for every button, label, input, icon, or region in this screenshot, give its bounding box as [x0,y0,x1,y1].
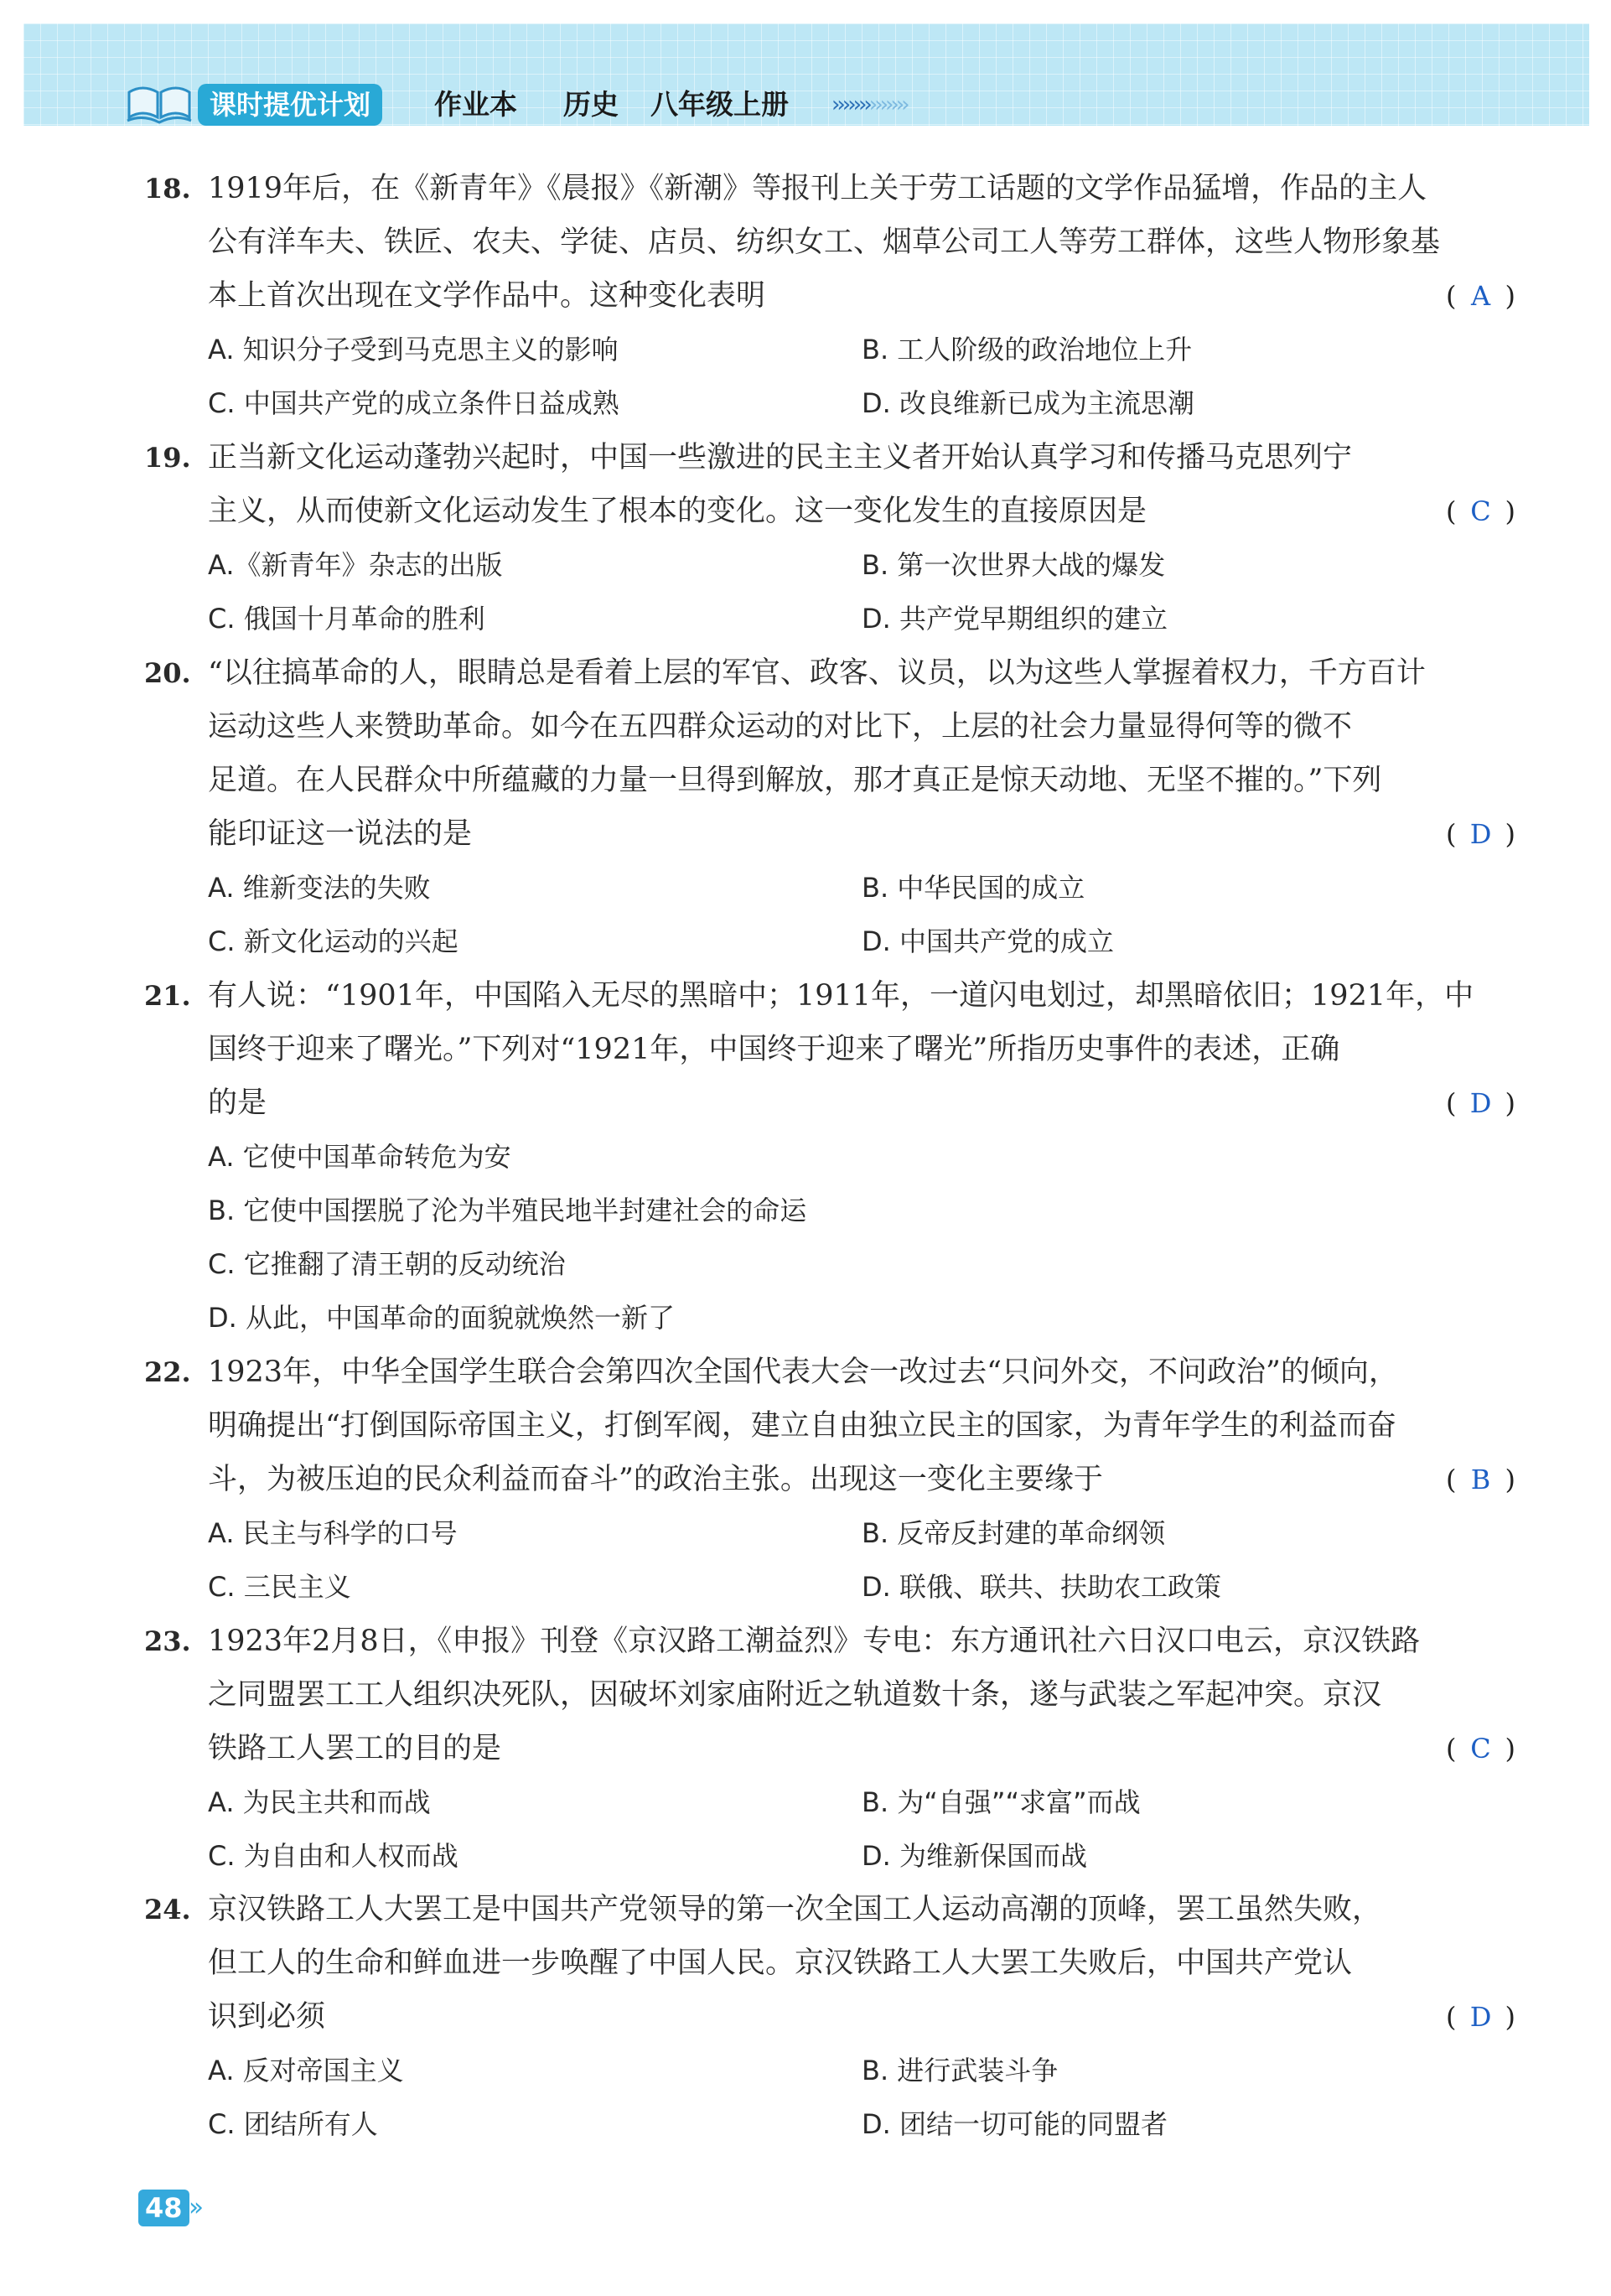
answer-letter: C [1470,1733,1491,1765]
option-c: C. 团结所有人 [208,2108,378,2140]
stem-line: 有人说：“1901年，中国陷入无尽的黑暗中；1911年，一道闪电划过，却黑暗依旧；1921年，中 [208,979,1474,1013]
option-b: B. 工人阶级的政治地位上升 [862,334,1193,365]
option-c: C. 三民主义 [208,1571,351,1603]
answer-letter: C [1470,495,1491,527]
stem-line: 但工人的生命和鲜血进一步唤醒了中国人民。京汉铁路工人大罢工失败后，中国共产党认 [208,1946,1353,1980]
grade: 八年级上册 [650,88,789,121]
option-a: A. 它使中国革命转危为安 [208,1141,511,1173]
option-a: A.《新青年》杂志的出版 [208,549,503,581]
stem-line [208,807,1515,861]
option-c: C. 新文化运动的兴起 [208,925,458,957]
option-a: A. 维新变法的失败 [208,872,431,904]
stem-line [208,1722,1515,1775]
stem-text: 铁路工人罢工的目的是 [208,1732,502,1765]
stem-text: 斗，为被压迫的民众利益而奋斗”的政治主张。出现这一变化主要缘于 [208,1463,1103,1496]
question-24 [144,1883,1519,2151]
answer-letter: D [1469,818,1492,850]
option-c: C. 为自由和人权而战 [208,1840,458,1872]
question-21 [144,969,1519,1345]
stem-line: 运动这些人来赞助革命。如今在五四群众运动的对比下，上层的社会力量显得何等的微不 [208,710,1353,744]
question-number: 24. [144,1894,191,1925]
subject: 历史 [563,88,619,121]
stem-line [208,269,1515,323]
stem-line: 明确提出“打倒国际帝国主义，打倒军阀，建立自由独立民主的国家，为青年学生的利益而奋 [208,1409,1396,1443]
question-22 [144,1345,1519,1614]
question-number: 23. [144,1625,191,1657]
question-number: 20. [144,657,191,689]
book-icon [126,84,193,126]
stem-text: 的是 [208,1086,267,1120]
stem-text: 识到必须 [208,2000,326,2034]
option-d: D. 改良维新已成为主流思潮 [862,387,1194,419]
option-c: C. 它推翻了清王朝的反动统治 [208,1248,566,1280]
answer-bracket: ( B ) [1446,1453,1515,1506]
question-number: 22. [144,1356,191,1388]
stem-text: 能印证这一说法的是 [208,817,473,851]
option-a: A. 为民主共和而战 [208,1786,431,1818]
stem-line: 1923年，中华全国学生联合会第四次全国代表大会一改过去“只问外交，不问政治”的倾向， [208,1355,1398,1389]
question-number: 21. [144,980,191,1012]
answer-bracket: ( D ) [1446,807,1515,861]
answer-letter: D [1469,1087,1492,1119]
question-number: 19. [144,442,191,474]
answer-letter: D [1469,2001,1492,2033]
brand-title: 课时提优计划 [198,84,382,126]
answer-letter: B [1470,1464,1491,1495]
answer-bracket: ( C ) [1446,485,1515,538]
answer-bracket: ( D ) [1446,1990,1515,2044]
stem-line: 足道。在人民群众中所蕴藏的力量一旦得到解放，那才真正是惊天动地、无坚不摧的。”下列 [208,764,1382,797]
stem-line: 国终于迎来了曙光。”下列对“1921年，中国终于迎来了曙光”所指历史事件的表述，正确 [208,1033,1340,1066]
chevron-decoration-icon: ›››››››››››››› [831,92,907,117]
option-c: C. 中国共产党的成立条件日益成熟 [208,387,619,419]
stem-line [208,485,1515,538]
stem-line [208,1990,1515,2044]
option-d: D. 团结一切可能的同盟者 [862,2108,1168,2140]
answer-bracket: ( A ) [1446,269,1515,323]
option-a: A. 民主与科学的口号 [208,1517,458,1549]
page-number: 48 [138,2190,189,2226]
page-chevron-icon: ›› [189,2193,199,2222]
answer-bracket: ( C ) [1446,1722,1515,1775]
answer-bracket: ( D ) [1446,1076,1515,1130]
option-a: A. 知识分子受到马克思主义的影响 [208,334,619,365]
question-23 [144,1614,1519,1883]
option-d: D. 从此，中国革命的面貌就焕然一新了 [208,1302,675,1334]
answer-letter: A [1470,280,1491,312]
option-b: B. 进行武装斗争 [862,2055,1059,2086]
option-b: B. 反帝反封建的革命纲领 [862,1517,1166,1549]
stem-line [208,1453,1515,1506]
option-b: B. 它使中国摆脱了沦为半殖民地半封建社会的命运 [208,1195,807,1226]
stem-line: 公有洋车夫、铁匠、农夫、学徒、店员、纺织女工、烟草公司工人等劳工群体，这些人物形象基 [208,225,1441,259]
question-20 [144,646,1519,968]
option-b: B. 中华民国的成立 [862,872,1085,904]
stem-line: 1923年2月8日，《申报》刊登《京汉路工潮益烈》专电：东方通讯社六日汉口电云，京汉铁路 [208,1625,1421,1658]
question-19 [144,431,1519,645]
option-d: D. 联俄、联共、扶助农工政策 [862,1571,1221,1603]
option-d: D. 共产党早期组织的建立 [862,603,1168,635]
option-d: D. 中国共产党的成立 [862,925,1114,957]
option-a: A. 反对帝国主义 [208,2055,404,2086]
option-d: D. 为维新保国而战 [862,1840,1087,1872]
stem-line: 1919年后，在《新青年》《晨报》《新潮》等报刊上关于劳工话题的文学作品猛增，作品的主人 [208,172,1427,205]
book-type: 作业本 [434,88,517,121]
stem-text: 本上首次出现在文学作品中。这种变化表明 [208,279,766,313]
option-b: B. 第一次世界大战的爆发 [862,549,1166,581]
stem-text: 主义，从而使新文化运动发生了根本的变化。这一变化发生的直接原因是 [208,495,1147,528]
option-c: C. 俄国十月革命的胜利 [208,603,485,635]
stem-line [208,1076,1515,1130]
question-number: 18. [144,173,191,205]
stem-line: 正当新文化运动蓬勃兴起时，中国一些激进的民主主义者开始认真学习和传播马克思列宁 [208,441,1353,474]
stem-line: “以往搞革命的人，眼睛总是看着上层的军官、政客、议员，以为这些人掌握着权力，千方百计 [208,656,1426,690]
option-b: B. 为“自强”“求富”而战 [862,1786,1141,1818]
stem-line: 之同盟罢工工人组织决死队，因破坏刘家庙附近之轨道数十条，遂与武装之军起冲突。京汉 [208,1678,1382,1712]
stem-line: 京汉铁路工人大罢工是中国共产党领导的第一次全国工人运动高潮的顶峰，罢工虽然失败， [208,1893,1382,1926]
question-18 [144,162,1519,430]
